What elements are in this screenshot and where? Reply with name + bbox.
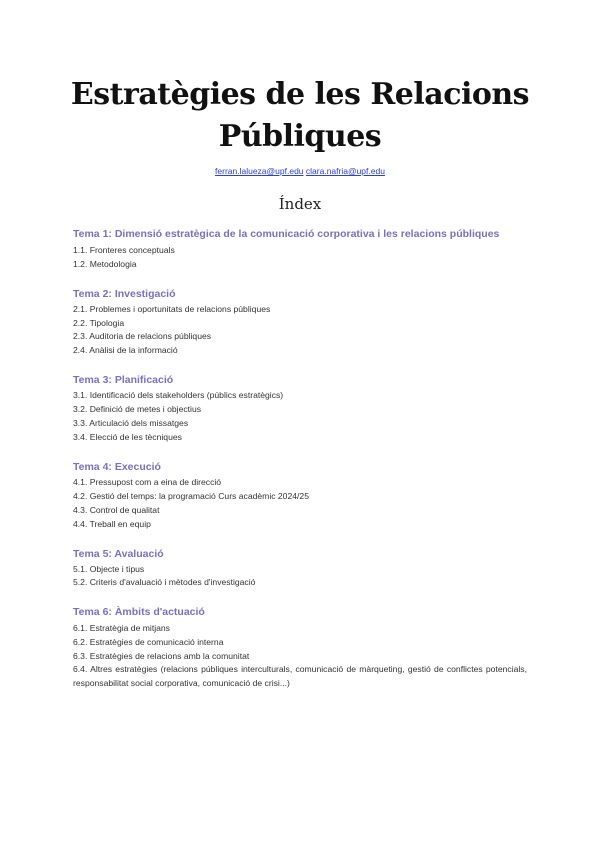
section-title-tema-5: Tema 5: Avaluació	[73, 548, 164, 560]
toc-item: 6.1. Estratègia de mitjans	[73, 623, 170, 633]
toc-item: 4.2. Gestió del temps: la programació Curs acadèmic 2024/25	[73, 491, 309, 501]
toc-item: 6.4. Altres estratègies (relacions públiques interculturals, comunicació de màrqueting, gestió de conflictes potencials, responsabilitat social corporativa, comunicació de crisi...)	[73, 664, 527, 688]
toc-item: 5.1. Objecte i tipus	[73, 564, 145, 574]
toc-item: 2.2. Tipologia	[73, 318, 125, 328]
toc-item: 5.2. Criteris d'avaluació i mètodes d'investigació	[73, 577, 256, 587]
toc-item: 1.2. Metodologia	[73, 259, 137, 269]
toc-item: 2.3. Auditoria de relacions públiques	[73, 331, 212, 341]
email-link-clara[interactable]: clara.nafria@upf.edu	[305, 166, 385, 176]
toc-item: 4.3. Control de qualitat	[73, 505, 160, 515]
index-heading: Índex	[278, 195, 322, 213]
document-title-line-2: Públiques	[218, 119, 382, 154]
toc-item: 1.1. Fronteres conceptuals	[73, 245, 175, 255]
toc-item: 6.2. Estratègies de comunicació interna	[73, 637, 224, 647]
toc-item: 4.4. Treball en equip	[73, 519, 151, 529]
author-emails	[0, 167, 600, 176]
section-title-tema-3: Tema 3: Planificació	[73, 374, 174, 386]
toc-item: 3.3. Articulació dels missatges	[73, 418, 189, 428]
email-link-ferran[interactable]: ferran.lalueza@upf.edu	[215, 166, 304, 176]
toc-item: 3.1. Identificació dels stakeholders (públics estratègics)	[73, 390, 284, 400]
section-title-tema-2: Tema 2: Investigació	[73, 288, 176, 300]
document-title-line-1: Estratègies de les Relacions	[70, 77, 530, 112]
toc-item: 2.1. Problemes i oportunitats de relacions públiques	[73, 304, 271, 314]
toc-item: 4.1. Pressupost com a eina de direcció	[73, 477, 222, 487]
toc-item: 3.2. Definició de metes i objectius	[73, 404, 202, 414]
section-title-tema-4: Tema 4: Execució	[73, 461, 161, 473]
section-title-tema-1: Tema 1: Dimensió estratègica de la comunicació corporativa i les relacions públiques	[73, 228, 500, 240]
section-title-tema-6: Tema 6: Àmbits d'actuació	[73, 606, 205, 618]
toc-item: 6.3. Estratègies de relacions amb la comunitat	[73, 651, 250, 661]
toc-item: 2.4. Anàlisi de la informació	[73, 345, 178, 355]
toc-item: 3.4. Elecció de les tècniques	[73, 432, 182, 442]
